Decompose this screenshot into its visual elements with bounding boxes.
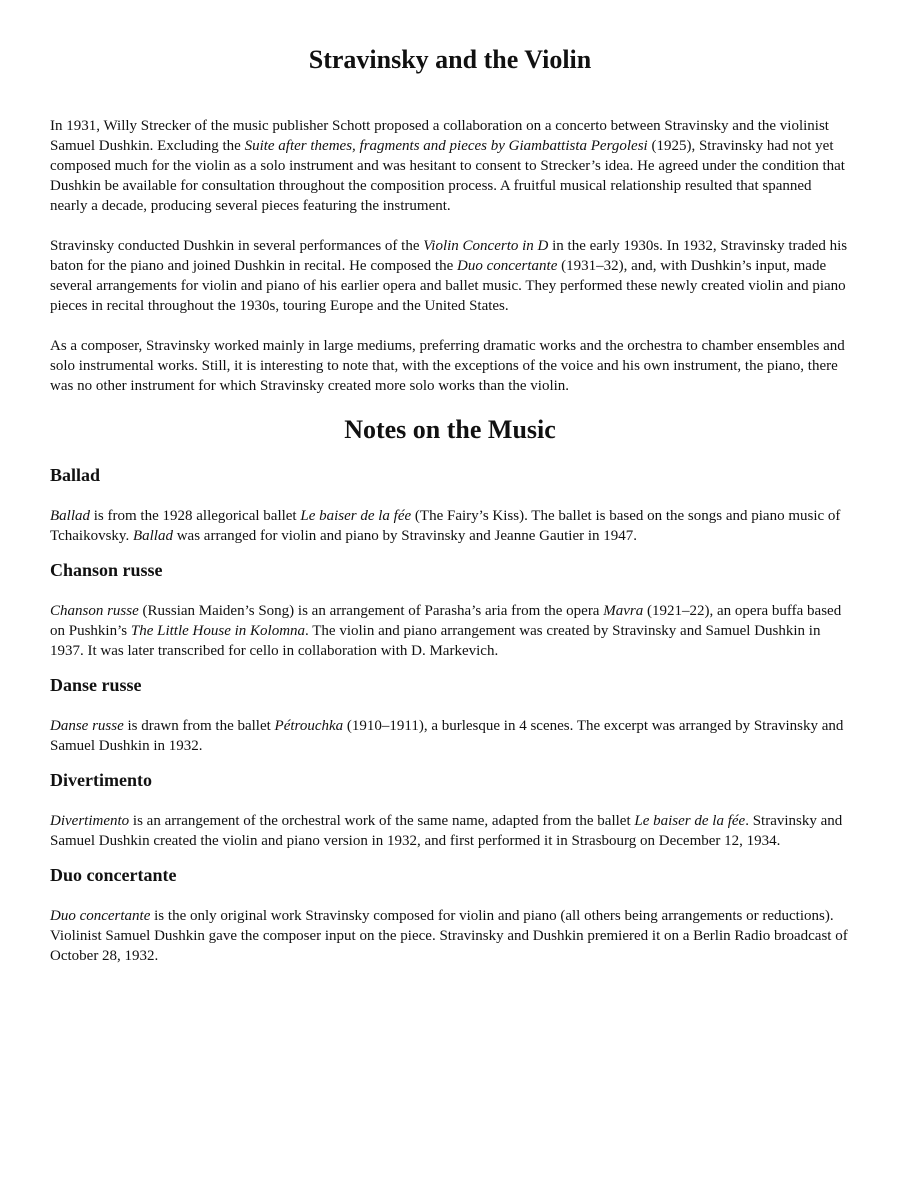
italic-title: Duo concertante xyxy=(456,258,558,274)
notes-title: Notes on the Music xyxy=(344,415,556,444)
italic-title: Pétrouchka xyxy=(274,718,344,734)
intro-section xyxy=(50,116,850,396)
note-heading: Divertimento xyxy=(50,770,152,790)
note-duo-concertante xyxy=(50,864,850,966)
note-heading: Ballad xyxy=(50,465,101,485)
note-body: Danse russe is drawn from the ballet Pétrouchka (1910–1911), a burlesque in 4 scenes. The excerpt was arranged by Stravinsky and Samuel Dushkin in 1932. xyxy=(50,718,844,754)
italic-title: Le baiser de la fée xyxy=(634,813,746,829)
note-body: Ballad is from the 1928 allegorical ballet Le baiser de la fée (The Fairy’s Kiss). The ballet is based on the songs and piano music of Tchaikovsky. Ballad was arranged for violin and piano by Stravinsky and Jeanne Gautier in 1947. xyxy=(50,508,841,544)
italic-title: Divertimento xyxy=(50,813,130,829)
notes-section xyxy=(50,464,850,966)
italic-title: Le baiser de la fée xyxy=(300,508,412,524)
intro-paragraph-3: As a composer, Stravinsky worked mainly in large mediums, preferring dramatic works and the orchestra to chamber ensembles and solo instrumental works. Still, it is interesting to note that, with the exceptions of the voice and his own instrument, the piano, there was no other instrument for which Stravinsky created more solo works than the violin. xyxy=(50,338,845,394)
italic-title: Chanson russe xyxy=(50,603,139,619)
note-body: Chanson russe (Russian Maiden’s Song) is an arrangement of Parasha’s aria from the opera Mavra (1921–22), an opera buffa based on Pushkin’s The Little House in Kolomna. The violin and piano arrangement was created by Stravinsky and Samuel Dushkin in 1937. It was later transcribed for cello in collaboration with D. Markevich. xyxy=(50,603,842,659)
italic-title: Danse russe xyxy=(50,718,124,734)
italic-title: Duo concertante xyxy=(50,908,151,924)
italic-title: Ballad xyxy=(50,508,90,524)
italic-title: Mavra xyxy=(603,603,644,619)
note-heading: Danse russe xyxy=(50,675,142,695)
intro-paragraph-2: Stravinsky conducted Dushkin in several performances of the Violin Concerto in D in the early 1930s. In 1932, Stravinsky traded his baton for the piano and joined Dushkin in recital. He composed the Duo concertante (1931–32), and, with Dushkin’s input, made several arrangements for violin and piano of his earlier opera and ballet music. They performed these newly created violin and piano pieces in recital throughout the 1930s, touring Europe and the United States. xyxy=(50,238,848,314)
italic-title: Suite after themes, fragments and pieces by Giambattista Pergolesi xyxy=(244,138,648,154)
note-danse-russe xyxy=(50,674,850,756)
note-body: Divertimento is an arrangement of the orchestral work of the same name, adapted from the ballet Le baiser de la fée. Stravinsky and Samuel Dushkin created the violin and piano version in 1932, and first performed it in Strasbourg on December 12, 1934. xyxy=(50,813,843,849)
italic-title: Ballad xyxy=(132,528,173,544)
italic-title: The Little House in Kolomna xyxy=(130,623,306,639)
italic-title: Violin Concerto in D xyxy=(423,238,549,254)
intro-paragraph-1: In 1931, Willy Strecker of the music publisher Schott proposed a collaboration on a concerto between Stravinsky and the violinist Samuel Dushkin. Excluding the Suite after themes, fragments and pieces by Giambattista Pergolesi (1925), Stravinsky had not yet composed much for the violin as a solo instrument and was hesitant to consent to Strecker’s idea. He agreed under the condition that Dushkin be available for consultation throughout the composition process. A fruitful musical relationship resulted that spanned nearly a decade, producing several pieces featuring the instrument. xyxy=(50,118,845,214)
note-heading: Chanson russe xyxy=(50,560,163,580)
note-ballad xyxy=(50,464,850,546)
note-heading: Duo concertante xyxy=(50,865,177,885)
note-divertimento xyxy=(50,769,850,851)
note-body: Duo concertante is the only original work Stravinsky composed for violin and piano (all others being arrangements or reductions). Violinist Samuel Dushkin gave the composer input on the piece. Stravinsky and Dushkin premiered it on a Berlin Radio broadcast of October 28, 1932. xyxy=(50,908,848,964)
page-title: Stravinsky and the Violin xyxy=(308,45,592,74)
note-chanson-russe xyxy=(50,559,850,661)
